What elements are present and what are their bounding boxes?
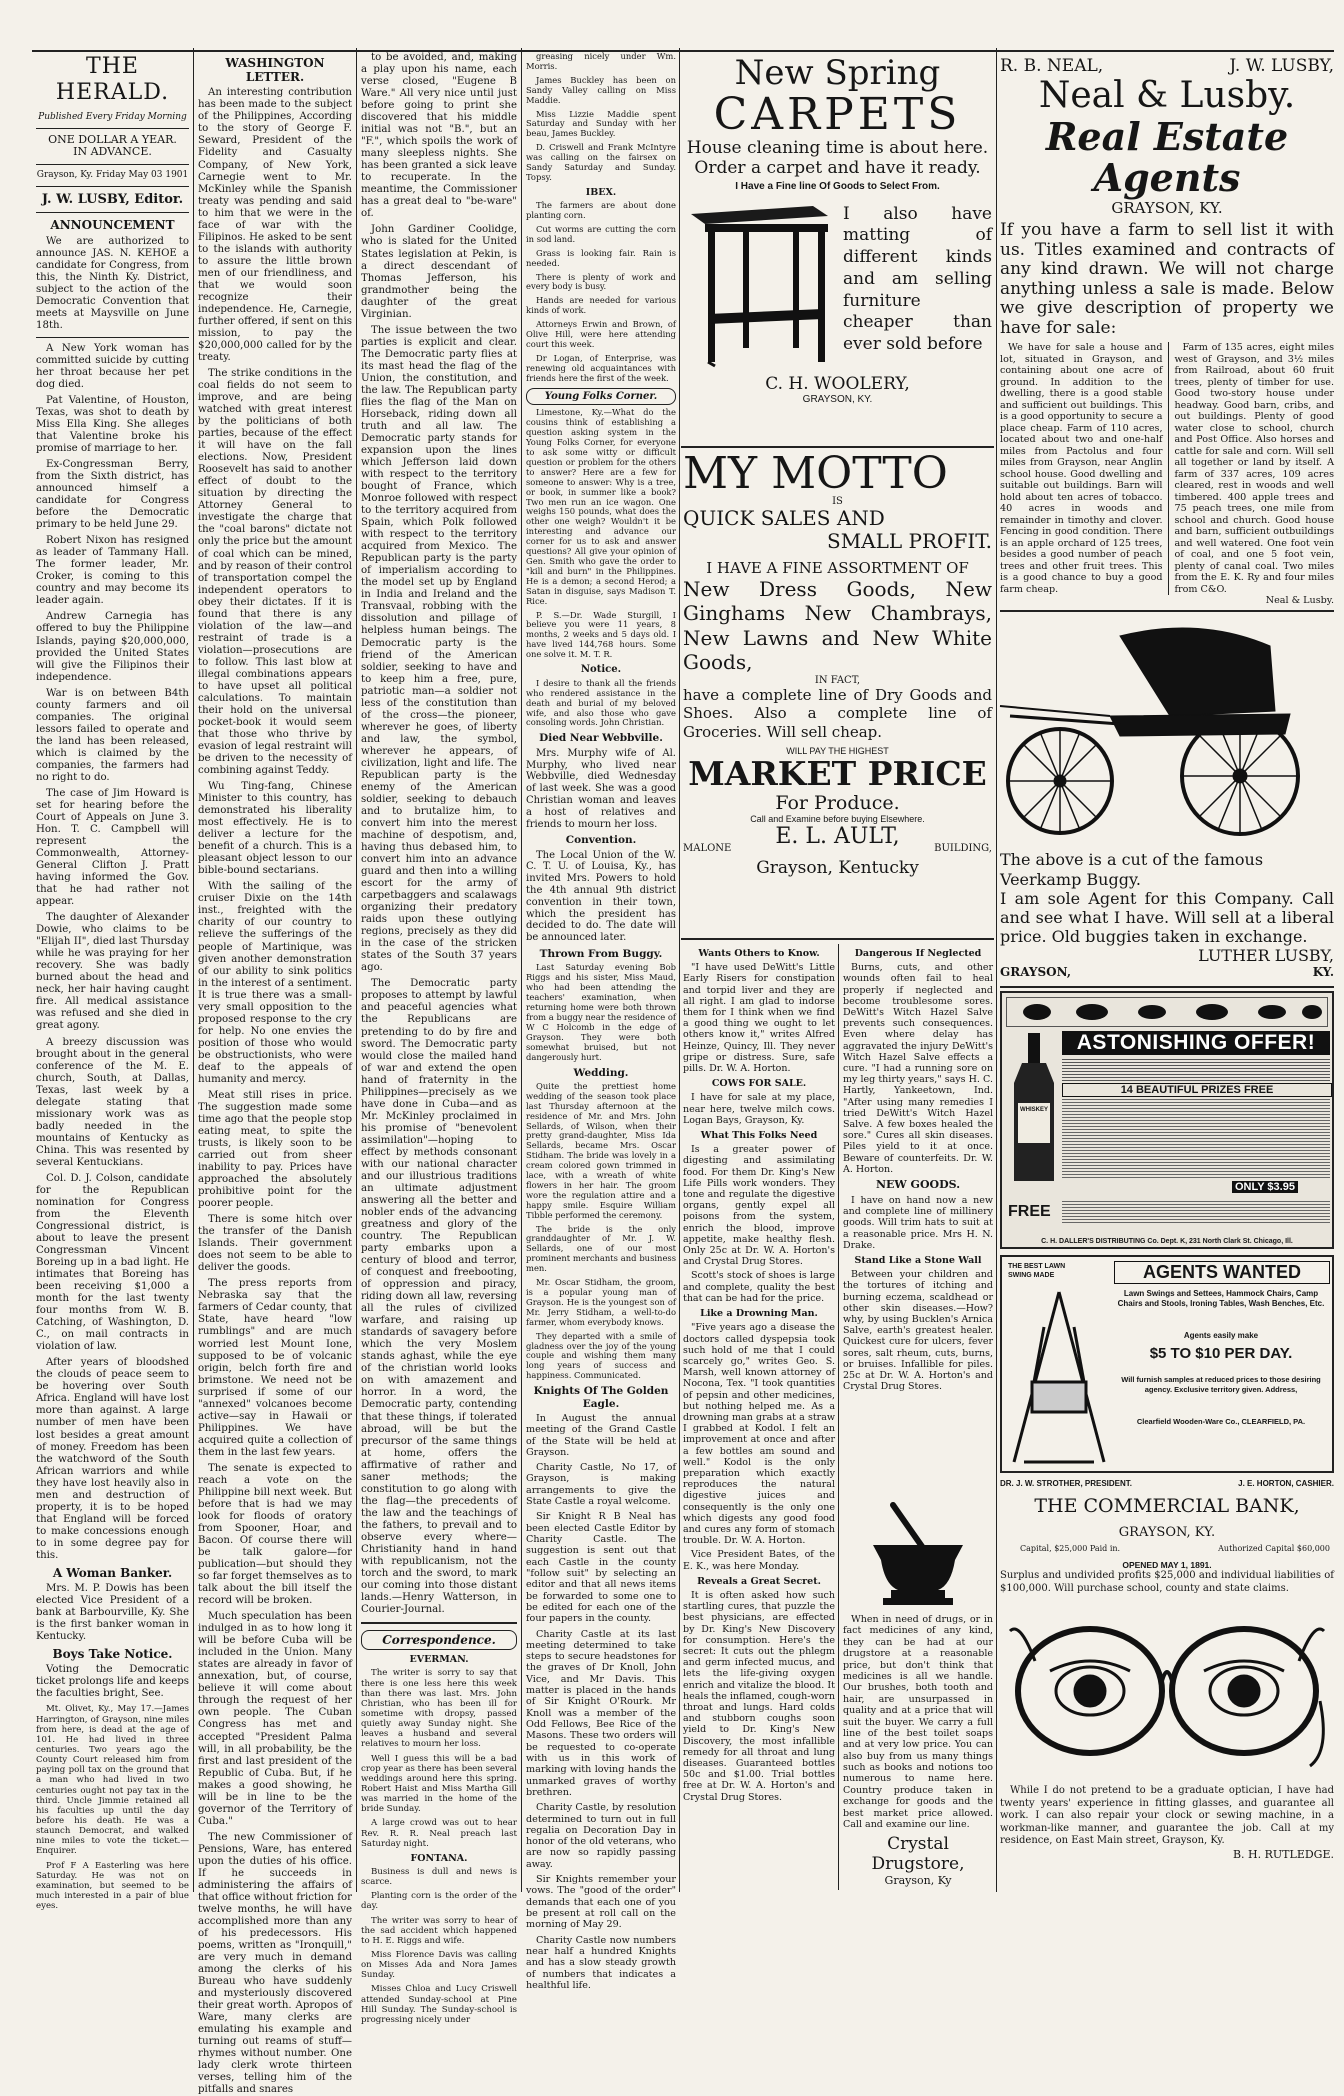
article: There is some hitch over the transfer of the Danish Islands. Their government does not seem to be able to deliver the goods. <box>198 1214 352 1274</box>
drowning-heading: Like a Drowning Man. <box>700 1308 818 1320</box>
bank-opened: OPENED MAY 1, 1891. <box>1122 1560 1212 1571</box>
article: The new Commissioner of Pensions, Ware, has entered upon the duties of his office. If he succeeds in administering the affairs of that office without friction for twelve months, he will have accomplished more than any of his predecessors. His poems, written as "Ironquill," are very much in demand among the clerks of his Bureau who have suddenly and mysteriously discovered their great worth. Apropos of Ware, many clerks are emulating his example and turning out reams of stuff—rhymes without number. One lady clerk wrote thirteen verses, telling him of the pitfalls and snares <box>198 1831 352 2096</box>
matting-text: I also have matting of different kinds and am selling furniture cheaper than ever sold before <box>843 203 992 355</box>
wants-heading: Wants Others to Know. <box>698 948 820 959</box>
article: Charity Castle at its last meeting determined to take steps to secure headstones for the graves of Dr Knoll, John Vice, and Mr Davis. This matter is placed in the hands of Sir Knight O'Rourk. Mr Knoll was a member of the Odd Fellows, Bee Rice of the Masons. These two orders will be requested to co-operate with us in this work of marking with loving hands the unmarked graves of worthy brethren. <box>526 1628 676 1798</box>
article: Mrs. M. P. Dowis has been elected Vice President of a bank at Barbourville, Ky. She is the first banker woman in Kentucky. <box>36 1583 189 1643</box>
motto-building: BUILDING, <box>934 843 992 855</box>
column-1 <box>36 52 189 1912</box>
veerkamp-name: LUTHER LUSBY, <box>1198 946 1334 966</box>
agents-wanted-ad <box>1000 1255 1334 1473</box>
article: Well I guess this will be a bad crop year as there has been several weddings around here this spring. Robert Haist and Miss Martha Gill was married in the home of the bride Sunday. <box>361 1753 517 1815</box>
published-line: Published Every Friday Morning <box>38 111 187 122</box>
eyeglasses-icon <box>1000 1601 1334 1781</box>
motto-line-1: MY MOTTO <box>683 448 948 499</box>
article: They departed with a smile of gladness over the joy of the young couple and wishing them many long years of success and happiness. Communicated. <box>526 1330 676 1381</box>
bank-city: GRAYSON, KY. <box>1118 1525 1216 1541</box>
article: A breezy discussion was brought about in the general conference of the M. E. church, South, at Dallas, Texas, last week by a delegate stating that missionary work was as badly needed in the mountains of Kentucky as China. This was resented by several Kentuckians. <box>36 1036 189 1168</box>
column-5 <box>683 944 835 1890</box>
article: Last Saturday evening Bob Riggs and his sister, Miss Maud, who had been attending the teachers' examination, when returning home were both thrown from a buggy near the residence of W C Holcomb in the edge of Grayson. They were both somewhat bruised, but not dangerously hurt. <box>526 962 676 1062</box>
free-word: FREE <box>1008 1203 1051 1221</box>
drugstore-city: Grayson, Ky <box>884 1874 952 1888</box>
article: Mt. Olivet, Ky., May 17.—James Harrington, of Grayson, nine miles from here, is dead at the age of 101. He had lived in three centuries. Two years ago the County Court released him from paying poll tax on the ground that a man who had lived in two centuries ought not pay tax in the third. Uncle Jimmie retained all his faculties up until the day before his death. He was a staunch Democrat, and walked nine miles to vote the ticket.—Enquirer. <box>36 1704 189 1857</box>
bank-title: THE COMMERCIAL BANK, <box>1034 1495 1300 1518</box>
real-estate-sign: Neal & Lusby. <box>1265 595 1334 607</box>
mortar-pestle-icon <box>843 1500 993 1610</box>
article: I have for sale at my place, near here, twelve milch cows. Logan Bays, Grayson, Ky. <box>683 1092 835 1126</box>
lawn-swing-icon <box>1004 1287 1114 1467</box>
article: It is often asked how such startling cures, that puzzle the best physicians, are effected by Dr. King's New Discovery for consumption. Here's the secret: It cuts out the phlegm and germ infected mucus, and lets the life-giving oxygen enrich and vitalize the blood. It heals the inflamed, cough-worn throat and lungs. Hard colds and stubborn coughs soon yield to Dr. King's New Discovery, the most infallible remedy for all throat and lung diseases. Guaranteed bottles 50c and $1.00. Trial bottles free at Dr. W. A. Horton's and Crystal Drug Stores. <box>683 1589 835 1803</box>
optician-text: While I do not pretend to be a graduate optician, I have had twenty years' experience in fitting glasses, and guarantee all work. I can also repair your clock or sewing machine, in a workman-like manner, and guarantee the job. Call at my residence, on East Main street, Grayson, Ky. <box>1000 1785 1334 1847</box>
motto-line-3: QUICK SALES AND <box>683 506 885 530</box>
veerkamp-state: KY. <box>1312 965 1334 980</box>
article: Is a greater power of digesting and assimilating food. For them Dr. King's New Life Pills work wonders. They tone and regulate the digestive organs, gently expel all poisons from the system, enrich the blood, improve appetite, make healthy flesh. Only 25c at Dr. W. A. Horton's and Crystal Drug Stores. <box>683 1144 835 1268</box>
agents-title: AGENTS WANTED <box>1114 1261 1330 1284</box>
agents-make: Agents easily make <box>1183 1331 1259 1341</box>
convention-heading: Convention. <box>565 834 637 847</box>
stonewall-heading: Stand Like a Stone Wall <box>854 1255 982 1267</box>
article: Attorneys Erwin and Brown, of Olive Hill, were here attending court this week. <box>526 319 676 349</box>
article: Vice President Bates, of the E. K., was here Monday. <box>683 1549 835 1572</box>
golden-eagle-heading: Knights Of The Golden Eagle. <box>533 1385 669 1410</box>
young-folks-heading: Young Folks Corner. <box>526 388 676 406</box>
everman-heading: EVERMAN. <box>409 1654 469 1666</box>
article: Between your children and the tortures of itching and burning eczema, scaldhead or other skin diseases.—How? why, by using Bucklen's Arnica Salve, earth's greatest healer. Quickest cure for ulcers, fever sores, salt rheum, cuts, burns, or bruises. Infallible for piles. 25c at Dr. W. A. Horton's and Crystal Drug Stores. <box>843 1269 993 1393</box>
secret-heading: Reveals a Great Secret. <box>697 1575 821 1587</box>
column-rule <box>838 944 839 1890</box>
article: John Gardiner Coolidge, who is slated for the United States legislation at Pekin, is a direct descendant of Thomas Jefferson, his grandmother being the daughter of the great Virginian. <box>361 224 517 320</box>
column-6 <box>843 944 993 1393</box>
whiskey-label: WHISKEY <box>1019 1107 1048 1114</box>
wedding-heading: Wedding. <box>573 1066 629 1079</box>
offer-fine-print <box>1062 1059 1330 1081</box>
fontana-heading: FONTANA. <box>410 1852 468 1864</box>
agents-pay: $5 TO $10 PER DAY. <box>1149 1345 1293 1363</box>
prizes-line: 14 BEAUTIFUL PRIZES FREE <box>1062 1083 1332 1097</box>
folks-heading: What This Folks Need <box>700 1130 818 1142</box>
article: Charity Castle now numbers near half a hundred Knights and has a slow steady growth of numbers that indicates a healthful life. <box>526 1934 676 1991</box>
carpets-line-5: I Have a Fine line Of Goods to Select From. <box>735 180 940 192</box>
carpets-line-4: Order a carpet and have it ready. <box>694 158 981 179</box>
article: After years of bloodshed the clouds of peace seem to be hovering over South Africa. England will have lost more than against. A large number of men have been lost besides a great amount of money. Freedom has been the watchword of the South African warriors and while they have lost heavily also in men and destruction of property, it is to be hoped that England will be forced to make concessions enough to in some degree pay for this. <box>36 1357 189 1561</box>
subscription-advance: IN ADVANCE. <box>73 145 152 159</box>
veerkamp-city: GRAYSON, <box>1000 965 1071 980</box>
ad-divider <box>1000 610 1334 612</box>
drugstore-ad <box>843 1500 993 1890</box>
bank-president: DR. J. W. STROTHER, PRESIDENT. <box>1000 1479 1133 1489</box>
article: With the sailing of the cruiser Dixie on the 14th inst., freighted with the charity of our country to relieve the sufferings of the people of Martinique, was given another demonstration of our ability to sink politics in the interest of a sentiment. It is true there was a small- very small opposition to the proposed response to the cry for help. No one envies the position of those who would be obstructionists, who were deaf to the appeals of humanity and mercy. <box>198 881 352 1085</box>
motto-line-11: For Produce. <box>775 792 900 815</box>
article: Limestone, Ky.—What do the cousins think of establishing a question asking system in the Young Folks Corner, for everyone to ask some witty or difficult question or problem for the others to answer? Here are a few for someone to answer: Why is a tree, or book, in summer like a book? Two men run an ice wagon. One weighs 150 pounds, what does the other one weigh? Wouldn't it be interesting and advance our corner for us to ask and answer questions? All give your opinion of Gen. Smith who gave the order to "kill and burn" in the Philippines. He is a demon; a second Herod; a Satan in disguise, says Madison T. Rice. <box>526 407 676 606</box>
column-rule <box>193 48 194 1892</box>
astonishing-offer-ad <box>1000 991 1334 1249</box>
dateline: Grayson, Ky. Friday May 03 1901 <box>36 170 189 181</box>
agents-address: Clearfield Wooden-Ware Co., CLEARFIELD, PA. <box>1136 1417 1306 1427</box>
carpets-line-1: New Spring <box>734 53 941 93</box>
died-heading: Died Near Webbville. <box>539 732 663 745</box>
carpets-line-3: House cleaning time is about here. <box>686 137 989 158</box>
article: We are authorized to announce JAS. N. KEHOE a candidate for Congress, from this, the Ninth Ky. District, subject to the action of the Democratic Convention that meets at Maysville on June 18th. <box>36 235 189 331</box>
article: Misses Chloa and Lucy Criswell attended Sunday-school at Pine Hill Sunday. The Sunday-school is progressing nicely under <box>361 1984 517 2025</box>
article: P. S.—Dr. Wade Sturgill, I believe you were 11 years, 8 months, 2 weeks and 5 days old. I have lived 144,768 hours. Some one solve it. M. T. R. <box>526 609 676 660</box>
col1-paras <box>36 236 189 1562</box>
article: Wu Ting-fang, Chinese Minister to this country, has demonstrated his liberality most effectively. He is to deliver a lecture for the benefit of a church. This is a pleasant object lesson to our bible-bound sectarians. <box>198 781 352 877</box>
neal-lusby-names <box>1000 56 1334 76</box>
article: Quite the prettiest home wedding of the season took place last Thursday afternoon at the residence of Mr. and Mrs. John Sellards, of Wilson, when their pretty grand-daughter, Miss Ida Sellards, became Mrs. Oscar Stidham. The bride was lovely in a cream colored gown trimmed in lace, with a wreath of white flowers in her hair. The groom wore the regulation attire and a happy smile. Esquire William Tibble performed the ceremony. <box>526 1080 676 1220</box>
veerkamp-city-row <box>1000 965 1334 983</box>
bank-cashier: J. E. HORTON, CASHIER. <box>1238 1479 1334 1489</box>
veerkamp-line-1: The above is a cut of the famous Veerkamp Buggy. <box>1000 850 1264 889</box>
bank-officers <box>1000 1479 1334 1495</box>
article: There is plenty of work and every body is busy. <box>526 271 676 292</box>
article: "Five years ago a disease the doctors called dyspepsia took such hold of me that I could scarcely go," writes Geo. S. Marsh, well known attorney of Nocona, Tex. "I took quantities of pepsin and other medicines, but nothing helped me. As a drowning man grabs at a straw I grabbed at Kodol. I felt an improvement at once and after a few bottles am sound and well." Kodol is the only preparation which exactly reproduces the natural digestive juices and consequently is the only one which digests any good food and cures any form of stomach trouble. Dr. W. A. Horton. <box>683 1322 835 1547</box>
drugstore-text: When in need of drugs, or in fact medicines of any kind, they can be had at our drugstore at a reasonable price, but don't think that medicines is all we handle. Our brushes, both tooth and hair, are unsurpassed in quality and at a price that will suit the buyer. We carry a full line of the best toilet soaps and at very low price. You can also buy from us many things such as books and notions too numerous to name here. Country produce taken in exchange for goods and the best market price allowed. Call and examine our line. <box>843 1614 993 1831</box>
article: Cut worms are cutting the corn in sod land. <box>526 223 676 244</box>
motto-title-row <box>683 448 992 499</box>
motto-line-7: IN FACT, <box>814 674 861 686</box>
motto-line-12: Call and Examine before buying Elsewhere. <box>750 814 925 825</box>
boys-notice-heading: Boys Take Notice. <box>52 1647 173 1662</box>
pipes-icon <box>1007 998 1329 1026</box>
cows-heading: COWS FOR SALE. <box>711 1078 807 1090</box>
ad-divider <box>1000 986 1334 988</box>
article: Mrs. Murphy wife of Al. Murphy, who lived near Webbville, died Wednesday of last week. She was a good Christian woman and leaves a host of relatives and friends to mourn her loss. <box>526 747 676 830</box>
article: The press reports from Nebraska say that the farmers of Cedar county, that State, have heard "low rumblings" and are much worried lest Mount Ione, supposed to be of volcanic origin, belch forth fire and brimstone. We need not be surprised if some of our "annexed" volcanoes become active—say in Hawaii or Philippines. We have acquired quite a collection of them in the last few years. <box>198 1278 352 1458</box>
notice-heading: Notice. <box>580 664 622 676</box>
motto-line-2: IS <box>832 496 843 507</box>
article: I desire to thank all the friends who rendered assistance in the death and burial of my beloved wife, and also those who gave consoling words. John Christian. <box>526 677 676 728</box>
ibex-heading: IBEX. <box>585 186 617 198</box>
article: to be avoided, and, making a play upon his name, each verse closed, "Eugene B Ware." All very nice until just before going to print she discovered that his middle initial was not "B.", but an "F.", which spoils the work of many sleepless nights. She has been granted a sick leave to recuperate. In the meantime, the Commissioner has a great deal to "be-ware" of. <box>361 52 517 220</box>
masthead: THE HERALD. <box>55 54 170 105</box>
article: The daughter of Alexander Dowie, who claims to be "Elijah II", died last Thursday while he was praying for her recovery. She was badly burned about the head and neck, her hair having caught fire. All medical assistance was refused and she died in great agony. <box>36 912 189 1032</box>
article: Burns, cuts, and other wounds often fail to heal properly if neglected and become troublesome sores. DeWitt's Witch Hazel Salve prevents such consequences. Even where delay has aggravated the injury DeWitt's Witch Hazel Salve effects a cure. "I had a running sore on my leg thirty years," says H. C. Hartly, Yankeetown, Ind. "After using many remedies I tried DeWitt's Witch Hazel Salve. A few boxes healed the sore." Cures all skin diseases. Piles yield to it at once. Beware of counterfeits. Dr. W. A. Horton. <box>843 962 993 1175</box>
article: Col. D. J. Colson, candidate for the Republican nomination for Congress from the Eleventh Congressional district, is about to leave the present Congressman Vincent Boreing up in a bad light. He intimates that Boreing has been receiving $1,000 a month for the last twenty four months from W. B. Catching, of Washington, D. C., on mail contracts in violation of law. <box>36 1172 189 1353</box>
property-list <box>1000 342 1334 595</box>
motto-line-4: SMALL PROFIT. <box>827 529 992 553</box>
article: "I have used DeWitt's Little Early Risers for constipation and torpid liver and they are all right. I am glad to indorse them for I think when we find a good thing we ought to let others know it," writes Alfred Heinze, Quincy, Ill. They never gripe or distress. Sure, safe pills. Dr. W. A. Horton. <box>683 962 835 1075</box>
article: The writer was sorry to hear of the sad accident which happened to H. E. Riggs and wife. <box>361 1915 517 1946</box>
ad-divider <box>681 938 994 940</box>
article: Meat still rises in price. The suggestion made some time ago that the people stop eating meat, to spite the trusts, is likely soon to be carried out from sheer inability to pay. Prices have approached the absolutely prohibitive point for the poorer people. <box>198 1089 352 1210</box>
offer-footer: C. H. DALLER'S DISTRIBUTING Co. Dept. K, 231 North Clark St. Chicago, Ill. <box>1041 1238 1293 1246</box>
drugstore-name: Crystal Drugstore, <box>871 1834 965 1875</box>
agents-note: Will furnish samples at reduced prices to those desiring agency. Exclusive territory given. Address, <box>1121 1375 1321 1394</box>
article: Voting the Democratic ticket prolongs life and keeps the faculties bright, See. <box>36 1664 189 1700</box>
buggy-heading: Thrown From Buggy. <box>539 948 663 961</box>
article: Sir Knight R B Neal has been elected Castle Editor by Charity Castle. The suggestion is sent out that each Castle in the county "follow suit" by selecting an editor and that all news items be forwarded to some one to be edited for each one of the four papers in the county. <box>526 1511 676 1625</box>
article: Andrew Carnegia has offered to buy the Philippine Islands, paying $20,000,000, provided the United States will give the Filipinos their independence. <box>36 611 189 683</box>
pipes-illustration-icon <box>1006 997 1328 1027</box>
motto-line-5: I HAVE A FINE ASSORTMENT OF <box>706 559 969 577</box>
swing-label: THE BEST LAWN SWING MADE <box>1008 1263 1066 1279</box>
article: An interesting contribution has been made to the subject of the Philippines, According to the story of George F. Seward, President of the Fidelity and Casualty Company, of New York, Carnegie went to Mr. McKinley while the Spanish treaty was pending and said to him that we were in the face of war with the Filipinos. He asked to be sent to the islands with authority to assure the little brown men of our friendliness, and that we would soon recognize their independence. He, Carnegie, further offered, if sent on this mission, to pay the $20,000,000 called for by the treaty. <box>198 87 352 363</box>
table-illustration-area <box>683 194 992 374</box>
article: Prof F A Easterling was here Saturday. He was not on examination, but seemed to be much interested in a pair of blue eyes. <box>36 1860 189 1912</box>
property-left: We have for sale a house and lot, situated in Grayson, and containing about one acre of ground. In addition to the dwelling, there is a good stable and sufficient out buildings. This is a good opportunity to secure a place cheap. Farm of 110 acres, located about two and one-half miles from Pactolus and four miles from Grayson, near Anglin school house. Good dwelling and suitable out buildings. Barn will hold about ten acres of tobacco. 40 acres in woods and remainder in timothy and clover. Fencing in good condition. There is an apple orchard of 125 trees, besides a good number of peach trees and other fruit trees. This is a good chance to buy a good farm cheap. <box>1000 342 1169 595</box>
motto-dealer-row <box>683 824 992 858</box>
article: The writer is sorry to say that there is one less here this week than there was last. Mrs. John Christian, who has been ill for sometime with dropsy, passed quietly away Sunday night. She leaves a husband and several relatives to mourn her loss. <box>361 1668 517 1750</box>
motto-ad <box>683 448 992 936</box>
carpets-line-2: CARPETS <box>713 88 962 140</box>
bank-authorized: Authorized Capital $60,000 <box>1218 1544 1330 1554</box>
table-icon <box>683 194 833 374</box>
article: D. Criswell and Frank McIntyre was calling on the fairsex on Sandy Saturday and Sunday. Topsy. <box>526 142 676 182</box>
article: James Buckley has been on Sandy Valley calling on Miss Maddie. <box>526 74 676 105</box>
firm-name: Neal & Lusby. <box>1038 75 1296 116</box>
article: Pat Valentine, of Houston, Texas, was shot to death by Miss Ella King. She alleges that Valentine broke his promise of marriage to her. <box>36 394 189 455</box>
article: Much speculation has been indulged in as to how long it will be before Cuba will be included in the Union. Many states are already in favor of annexation, but, of course, believe it will come about through the request of her own people. The Cuban Congress has met and accepted "President Palma will, in all probability, be the first and last president of the Republic of Cuba. But, if he makes a good showing, he will be in line to be the governor of the Territory of Cuba." <box>198 1611 352 1827</box>
column-rule <box>679 48 680 1892</box>
motto-line-6: New Dress Goods, New Ginghams New Chambrays, New Lawns and New White Goods, <box>683 577 992 675</box>
article: Miss Florence Davis was calling on Misses Ada and Nora James Sunday. <box>361 1949 517 1981</box>
real-estate-lead: If you have a farm to sell list it with us. Titles examined and contracts of any kind drawn. We will not charge anything unless a sale is made. Below we give description of property we have for sale: <box>1000 220 1334 338</box>
property-right: Farm of 135 acres, eight miles west of Grayson, and 3½ miles from Railroad, about 60 fruit trees, plenty of timber for use. Good two-story house under headway. Good barn, cribs, and out buildings. Plenty of good water close to school, church and Post Office. Also horses and cattle for sale and corn. Will sell all together or land by itself. A farm of 337 acres, 109 acres cleared, rest in woods and well timbered. 400 apple trees and 75 peach trees, one mile from school and church. Good house and barn, sufficient outbuildings and well watered. One foot vein of coal, and one 5 foot vein, plenty of canal coal. Two miles from the E. K. Ry and four miles from C&O. <box>1174 342 1334 595</box>
only-price: ONLY $3.95 <box>1232 1181 1298 1193</box>
article: Charity Castle, No 17, of Grayson, is making arrangements to give the State Castle a royal welcome. <box>526 1462 676 1508</box>
motto-line-8: have a complete line of Dry Goods and Shoes. Also a complete line of Groceries. Will sell cheap. <box>683 685 992 742</box>
article: Hands are needed for various kinds of work. <box>526 295 676 316</box>
correspondence-heading: Correspondence. <box>361 1630 517 1650</box>
motto-line-10: MARKET PRICE <box>688 753 987 793</box>
bank-capital: Capital, $25,000 Paid in. <box>1020 1544 1121 1554</box>
real-estate-city: GRAYSON, KY. <box>1111 199 1223 218</box>
article: I have on hand now a new and complete line of millinery goods. Will trim hats to suit at a reasonable price. Mrs H. N. Drake. <box>843 1195 993 1251</box>
real-estate-title: Real Estate Agents <box>1045 113 1289 201</box>
announcement-heading: ANNOUNCEMENT <box>50 218 175 233</box>
offer-fine-print <box>1062 1099 1330 1179</box>
article: Dr Logan, of Enterprise, was renewing old acquaintances with friends here the first of the week. <box>526 352 676 383</box>
editor-line: J. W. LUSBY, Editor. <box>41 192 184 208</box>
bank-capital-row <box>1000 1544 1334 1560</box>
article: War is on between B4th county farmers and oil companies. The original lessors failed to operate and the land has been released, which is claimed by the companies, the farmers had no right to do. <box>36 687 189 783</box>
column-2 <box>198 52 352 2096</box>
danger-heading: Dangerous If Neglected <box>854 948 982 959</box>
carpets-dealer: C. H. WOOLERY, <box>765 373 910 394</box>
subscription-price: ONE DOLLAR A YEAR. <box>48 132 177 146</box>
article: Robert Nixon has resigned as leader of Tammany Hall. The former leader, Mr. Croker, is coming to this country and may become its leader again. <box>36 535 189 607</box>
column-rule <box>356 48 357 1892</box>
article: Grass is looking fair. Rain is needed. <box>526 247 676 268</box>
agents-sub: Lawn Swings and Settees, Hammock Chairs, Camp Chairs and Stools, Ironing Tables, Wash Benches, Etc. <box>1117 1289 1325 1309</box>
column-rule <box>996 48 997 1892</box>
article: The bride is the only granddaughter of Mr. J. W. Sellards, one of our most prominent merchants and business men. <box>526 1223 676 1274</box>
article: Charity Castle, by resolution determined to turn out in full regalia on Decoration Day in honor of the old veterans, who are now so rapidly passing away. <box>526 1802 676 1870</box>
goods-heading: NEW GOODS. <box>875 1178 961 1192</box>
article: The issue between the two parties is explicit and clear. The Democratic party flies at its mast head the flag of the Union, the constitution, and the law. The Republican party flies the flag of the Man on Horseback, riding down all truth and all law. The Democratic party stands for expansion upon the lines which Jefferson laid down with respect to the territory bought of France, which Monroe followed with respect to the territory acquired from Spain, which Polk followed with respect to the territory acquired from Mexico. The Republican party is the party of imperialism according to the model set up by England in India and Ireland and the Transvaal, robbing with the dissolution and pillage of helpless human beings. The Democratic party is the friend of the American soldier, seeking to have and to keep him a free, pure, patriotic man—a soldier not less of the constitution than of the cross—the pioneer, wherever he goes, of liberty and law, the symbol, wherever he appears, of civilization, light and life. The Republican party is the enemy of the American soldier, seeking to debauch and to brutalize him, to convert him into the merest machine of despotism, and, having thus debased him, to convert him into an advance guard and then into a willing escort for the army of carpetbaggers and scalawags organizing their predatory raids upon these outlying regions, precisely as they did in the case of the stricken states of the South 37 years ago. <box>361 324 517 974</box>
article: The strike conditions in the coal fields do not seem to improve, and are being watched with great interest by the politicians of both parties, because of the effect it will have on the fall elections. Now, President Roosevelt has said to another effect of doubt to the situation by directing the Attorney General to investigate the charge that the "coal barons" dictate not only the price but the amount of coal which can be mined, and by reason of their control of transportation compel the independent operators to obey their dictates. If it is found that there is any violation of the law—and restraint of trade is a violation—prosecutions are to follow. This last blow at illegal combinations appears to have upset all political calculations. To maintain their hold on the universal pocket-book it would seem that those who thrive by evasion of legal restraint will be driven to the necessity of combining against Teddy. <box>198 368 352 777</box>
article: The Local Union of the W. C. T. U. of Louisa, Ky., has invited Mrs. Powers to hold the 4th annual 9th district convention in their town, which the president has decided to do. The date will be announced later. <box>526 849 676 944</box>
column-3 <box>361 52 517 2025</box>
article: Ex-Congressman Berry, from the Sixth district, has announced himself a candidate for Congress before the Democratic primary to be held June 29. <box>36 459 189 531</box>
washington-letter-heading: WASHINGTON LETTER. <box>225 56 325 85</box>
offer-fine-print <box>1062 1201 1330 1223</box>
astonishing-offer-title: ASTONISHING OFFER! <box>1062 1031 1330 1055</box>
article: The senate is expected to reach a vote on the Philippine bill next week. But before that is had we may look for floods of oratory from Spooner, Hoar, and Bacon. Of course there will be talk galore—for publication—but should they so far forget themselves as to talk about the bill itself the record will be broken. <box>198 1462 352 1607</box>
veerkamp-line-2: I am sole Agent for this Company. Call and see what I have. Will sell at a liberal price. Old buggies taken in exchange. <box>1000 888 1334 947</box>
column-4 <box>526 51 676 1991</box>
column-rule <box>521 48 522 1892</box>
motto-line-9: WILL PAY THE HIGHEST <box>786 745 889 756</box>
buggy-icon <box>1000 616 1334 846</box>
article: A large crowd was out to hear Rev. R. R. Neal preach last Saturday night. <box>361 1818 517 1849</box>
article: The farmers are about done planting corn. <box>526 200 676 220</box>
article: Sir Knights remember your vows. The "good of the order" demands that each one of you be present at roll call on the morning of May 29. <box>526 1874 676 1931</box>
article: Miss Lizzie Maddie spent Saturday and Sunday with her beau, James Buckley. <box>526 108 676 139</box>
neal-name: R. B. NEAL, <box>1000 56 1104 76</box>
article: Mr. Oscar Stidham, the groom, is a popular young man of Grayson. He is the youngest son of Mr. Jerry Stidham, a well-to-do farmer, whom everybody knows. <box>526 1277 676 1327</box>
article: In August the annual meeting of the Grand Castle of the State will be held at Grayson. <box>526 1412 676 1458</box>
article: Planting corn is the order of the day. <box>361 1891 517 1912</box>
carpets-ad <box>683 53 992 442</box>
motto-line-14: Grayson, Kentucky <box>756 858 919 879</box>
optician-sign: B. H. RUTLEDGE. <box>1232 1847 1334 1861</box>
article: greasing nicely under Wm. Morris. <box>526 51 676 71</box>
bank-surplus: Surplus and undivided profits $25,000 and individual liabilities of $100,000. Will purchase school, county and state claims. <box>1000 1570 1334 1594</box>
article: Business is dull and news is scarce. <box>361 1866 517 1888</box>
article: The Democratic party proposes to attempt by lawful and peaceful agencies what the Republicans are pretending to do by fire and sword. The Democratic party would close the mailed hand of war and extend the open hand of fraternity in the Philippines—precisely as we have done in Cuba—and as Mr. McKinley proclaimed in his promise of "benevolent assimilation"—hoping to effect by methods consonant with our national character and our illustrious traditions an ultimate adjustment answering all the better and nobler ends of the advancing greatness and glory of the country. The Republican party embarks upon a century of blood and terror, of conquest and freebooting, of oppression and piracy, riding down all law, reversing all the rules of civilized warfare, and raising up standards of savagery before which the very Moslem stands aghast, while the eye of the christian world looks on with amazement and horror. In a word, the Democratic party, contending that these things, if tolerated abroad, will be but the precursor of the same things at home, offers the affirmative of rather and saner methods; the constitution to go along with the flag—the precedents of the law and the teachings of the fathers, to prevail and to observe every where—Christianity hand in hand with republicanism, not the torch and the sword, to mark our coming into those distant lands.—Henry Watterson, in Courier-Journal. <box>361 978 517 1615</box>
woman-banker-heading: A Woman Banker. <box>52 1565 173 1580</box>
article: The case of Jim Howard is set for hearing before the Court of Appeals on June 3. Hon. T. C. Campbell will represent the Commonwealth, Attorney-General Clifton J. Pratt having informed the Gov. that he had rather not appear. <box>36 787 189 908</box>
article: A New York woman has committed suicide by cutting her throat because her pet dog died. <box>36 342 189 390</box>
right-ads <box>1000 56 1334 1890</box>
carpets-city: GRAYSON, KY. <box>802 393 873 405</box>
motto-dealer: E. L. AULT, <box>775 824 900 850</box>
article: Scott's stock of shoes is large and complete, quality the best that can be had for the price. <box>683 1270 835 1304</box>
lusby-name: J. W. LUSBY, <box>1229 56 1334 76</box>
motto-malone: MALONE <box>683 843 732 855</box>
